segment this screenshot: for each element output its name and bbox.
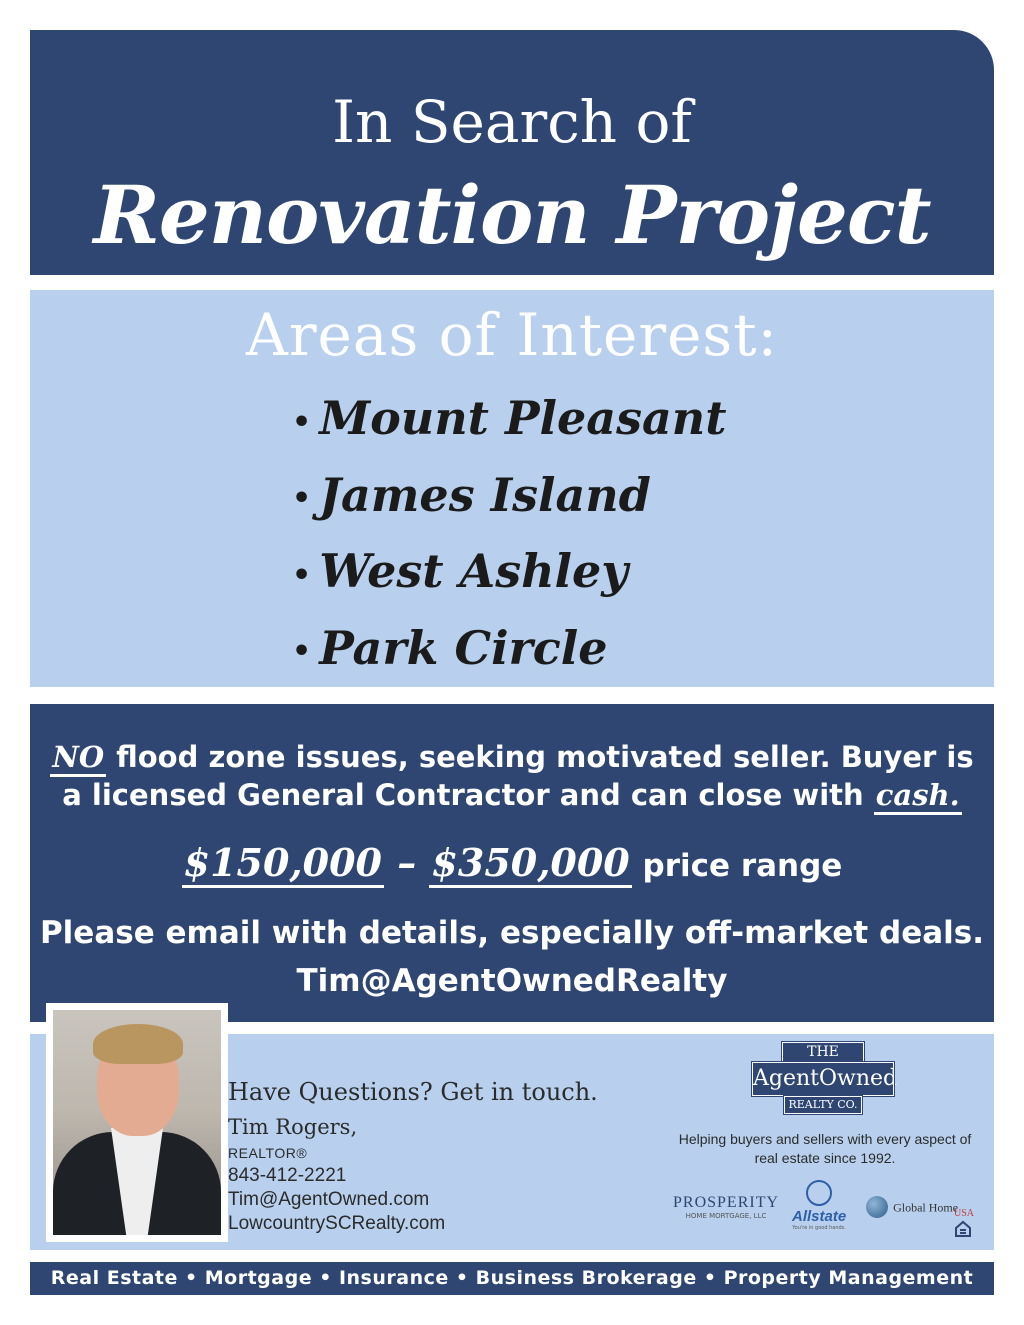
agent-name: Tim Rogers,: [228, 1115, 358, 1139]
details-section: [30, 704, 994, 1022]
contact-section: [30, 1034, 994, 1250]
footer-services: Real Estate • Mortgage • Insurance • Business Brokerage • Property Management: [30, 1262, 994, 1295]
logo-line2: AgentOwned: [752, 1062, 894, 1096]
areas-heading: Areas of Interest:: [245, 301, 779, 369]
agent-phone[interactable]: 843-412-2221: [228, 1165, 347, 1186]
area-label: James Island: [319, 467, 651, 522]
contact-info: [228, 1076, 598, 1236]
agent-website[interactable]: LowcountrySCRealty.com: [228, 1213, 446, 1234]
area-label: Park Circle: [319, 620, 608, 675]
email-address[interactable]: Tim@AgentOwnedRealty: [296, 963, 728, 999]
bullet: •: [292, 634, 312, 669]
globalhome-name: Global Home: [893, 1200, 959, 1215]
areas-list: [292, 382, 726, 688]
area-item: [292, 535, 726, 612]
allstate-sub: You're in good hands.: [792, 1225, 846, 1231]
allstate-hands-icon: [806, 1180, 832, 1206]
requirements-body: flood zone issues, seeking motivated seller. Buyer is a licensed General Contractor and can close with: [62, 740, 974, 812]
globalhome-usa: USA: [954, 1208, 975, 1219]
price-range: [30, 837, 994, 892]
header-banner: [30, 30, 994, 275]
agent-email[interactable]: Tim@AgentOwned.com: [228, 1189, 430, 1210]
photo-avatar: [53, 1010, 221, 1235]
price-high: $350,000: [429, 840, 631, 888]
equal-housing-icon: [954, 1220, 972, 1238]
hair-shape: [93, 1024, 183, 1064]
agentowned-logo: [752, 1042, 898, 1112]
logo-line1: THE: [782, 1042, 864, 1062]
prosperity-logo: [673, 1194, 779, 1220]
logo-line3: REALTY CO.: [784, 1096, 862, 1114]
requirements-text: [50, 738, 974, 814]
globe-icon: [866, 1196, 888, 1218]
price-suffix: price range: [631, 848, 843, 884]
area-label: West Ashley: [319, 544, 629, 598]
contact-question: Have Questions? Get in touch.: [228, 1078, 598, 1106]
area-item: [292, 612, 726, 689]
no-emphasis: NO: [50, 740, 106, 777]
bullet: •: [292, 404, 312, 440]
price-dash: –: [383, 840, 430, 885]
bullet: •: [292, 557, 312, 593]
allstate-name: Allstate: [792, 1208, 847, 1225]
area-item: [292, 459, 726, 536]
cash-emphasis: cash.: [874, 778, 962, 815]
header-line1: In Search of: [332, 88, 692, 156]
email-request: Please email with details, especially off-market deals.: [39, 915, 985, 951]
area-item: [292, 382, 726, 459]
agent-photo: [46, 1003, 228, 1242]
bullet: •: [292, 481, 312, 516]
area-label: Mount Pleasant: [319, 391, 727, 445]
globalhome-logo: [866, 1196, 975, 1219]
prosperity-name: PROSPERITY: [673, 1194, 780, 1211]
company-tagline: Helping buyers and sellers with every aspect of real estate since 1992.: [678, 1131, 972, 1166]
price-low: $150,000: [182, 840, 384, 888]
agent-title: REALTOR®: [228, 1145, 308, 1161]
prosperity-sub: HOME MORTGAGE, LLC: [685, 1212, 767, 1220]
allstate-logo: [792, 1180, 846, 1231]
header-title: Renovation Project: [93, 168, 931, 262]
areas-section: [30, 290, 994, 687]
